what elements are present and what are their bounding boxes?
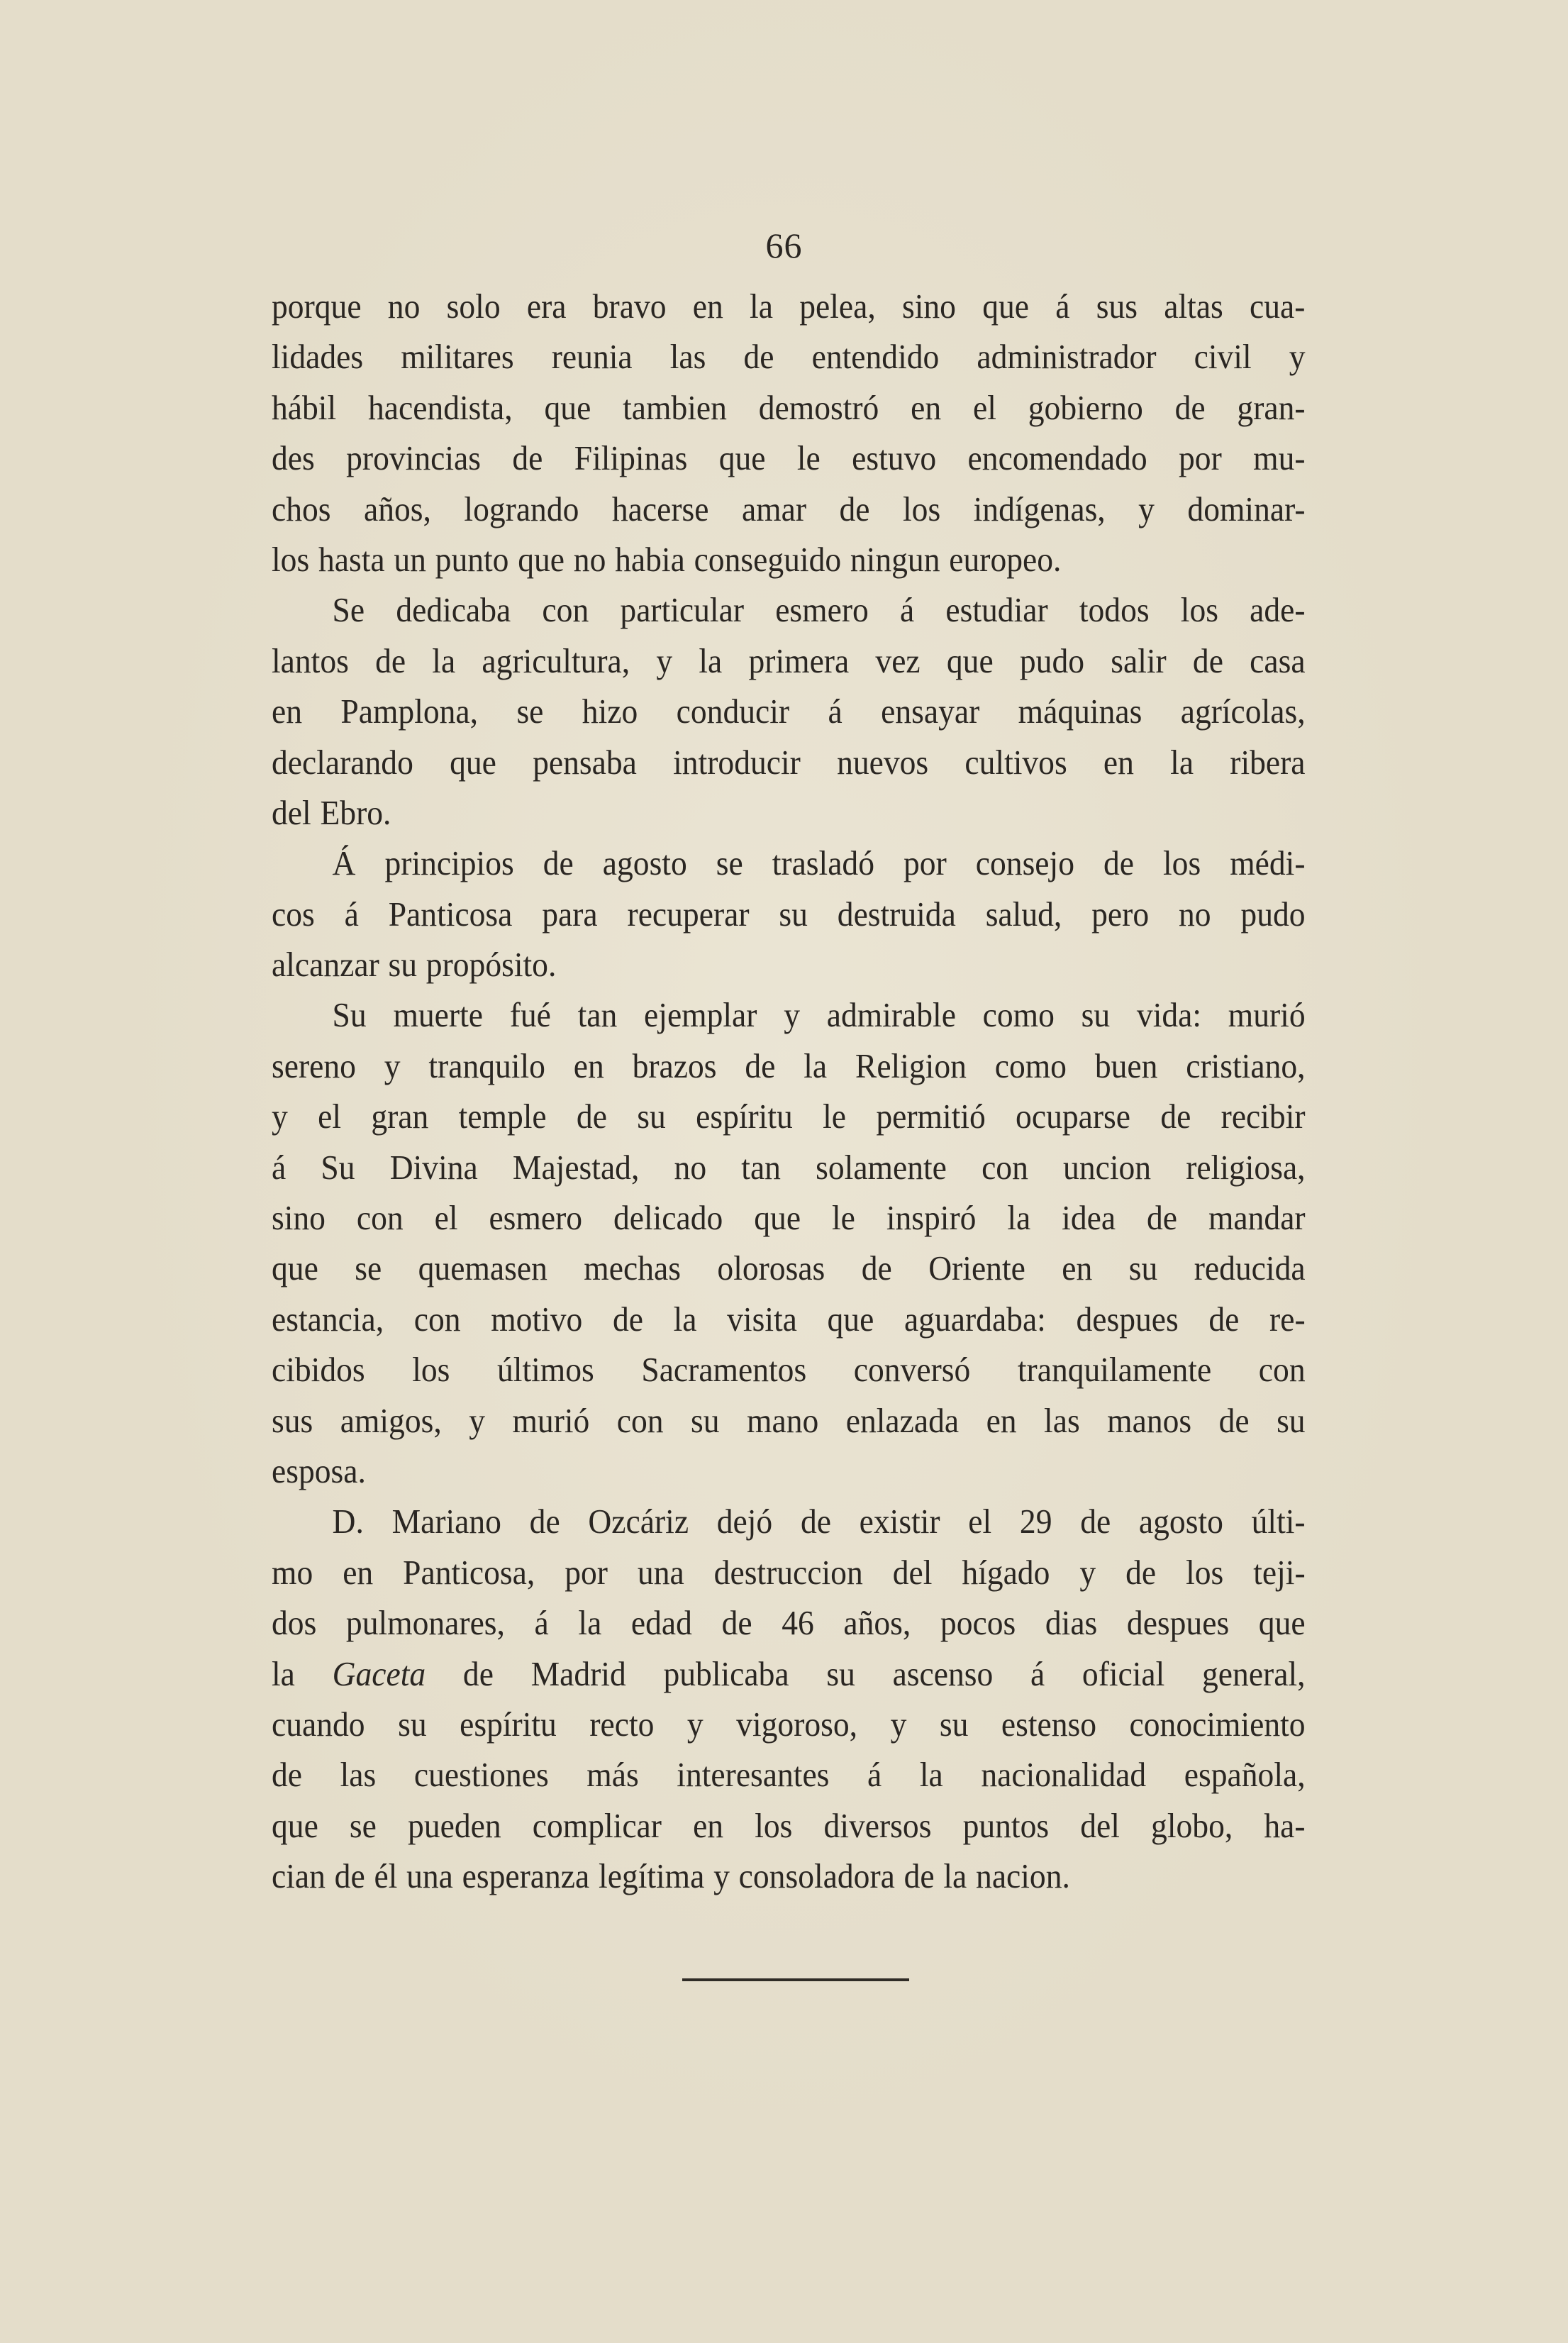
closing-rule: [682, 1978, 909, 1981]
text-line: esposa.: [272, 1451, 366, 1490]
body-text: [272, 281, 1306, 1902]
text-line: del Ebro.: [272, 792, 391, 832]
text-line: los hasta un punto que no habia conseguido ningun europeo.: [272, 539, 1062, 579]
text-line: Se dedicaba con particular esmero á estudiar todos los ade-: [332, 590, 1306, 630]
text-line: mo en Panticosa, por una destruccion del hígado y de los teji-: [272, 1552, 1306, 1592]
text-line: y el gran temple de su espíritu le permitió ocuparse de recibir: [272, 1097, 1306, 1136]
text-line: que se quemasen mechas olorosas de Oriente en su reducida: [272, 1248, 1306, 1288]
text-line: sus amigos, y murió con su mano enlazada en las manos de su: [272, 1400, 1306, 1440]
text-line: sereno y tranquilo en brazos de la Religion como buen cristiano,: [272, 1046, 1306, 1085]
page-number: 66: [765, 226, 803, 265]
text-line: lidades militares reunia las de entendido administrador civil y: [272, 337, 1306, 377]
text-line: en Pamplona, se hizo conducir á ensayar máquinas agrícolas,: [272, 692, 1306, 731]
text-line: dos pulmonares, á la edad de 46 años, pocos dias despues que: [272, 1603, 1306, 1643]
text-line: de las cuestiones más interesantes á la nacionalidad española,: [272, 1755, 1306, 1795]
text-line: cos á Panticosa para recuperar su destruida salud, pero no pudo: [272, 894, 1306, 934]
text-line: Á principios de agosto se trasladó por consejo de los médi-: [332, 843, 1306, 883]
text-line: Su muerte fué tan ejemplar y admirable como su vida: murió: [332, 995, 1306, 1035]
text-line: declarando que pensaba introducir nuevos cultivos en la ribera: [272, 742, 1306, 782]
text-line: des provincias de Filipinas que le estuvo encomendado por mu-: [272, 438, 1306, 478]
text-line: D. Mariano de Ozcáriz dejó de existir el 29 de agosto últi-: [332, 1502, 1306, 1541]
text-line: sino con el esmero delicado que le inspiró la idea de mandar: [272, 1198, 1306, 1238]
text-line: cibidos los últimos Sacramentos conversó tranquilamente con: [272, 1350, 1306, 1390]
text-line: alcanzar su propósito.: [272, 945, 557, 985]
text-line: lantos de la agricultura, y la primera vez que pudo salir de casa: [272, 641, 1306, 680]
text-line: estancia, con motivo de la visita que aguardaba: despues de re-: [272, 1299, 1306, 1339]
text-line: á Su Divina Majestad, no tan solamente con uncion religiosa,: [272, 1147, 1306, 1187]
text-line: que se pueden complicar en los diversos puntos del globo, ha-: [272, 1805, 1306, 1845]
text-line: chos años, logrando hacerse amar de los indígenas, y dominar-: [272, 489, 1306, 528]
text-line: cuando su espíritu recto y vigoroso, y su estenso conocimiento: [272, 1704, 1306, 1744]
text-line: hábil hacendista, que tambien demostró en el gobierno de gran-: [272, 387, 1306, 427]
text-line: cian de él una esperanza legítima y consoladora de la nacion.: [272, 1856, 1070, 1896]
text-line: la Gaceta de Madrid publicaba su ascenso á oficial general,: [272, 1654, 1306, 1693]
text-line: porque no solo era bravo en la pelea, sino que á sus altas cua-: [272, 287, 1306, 326]
